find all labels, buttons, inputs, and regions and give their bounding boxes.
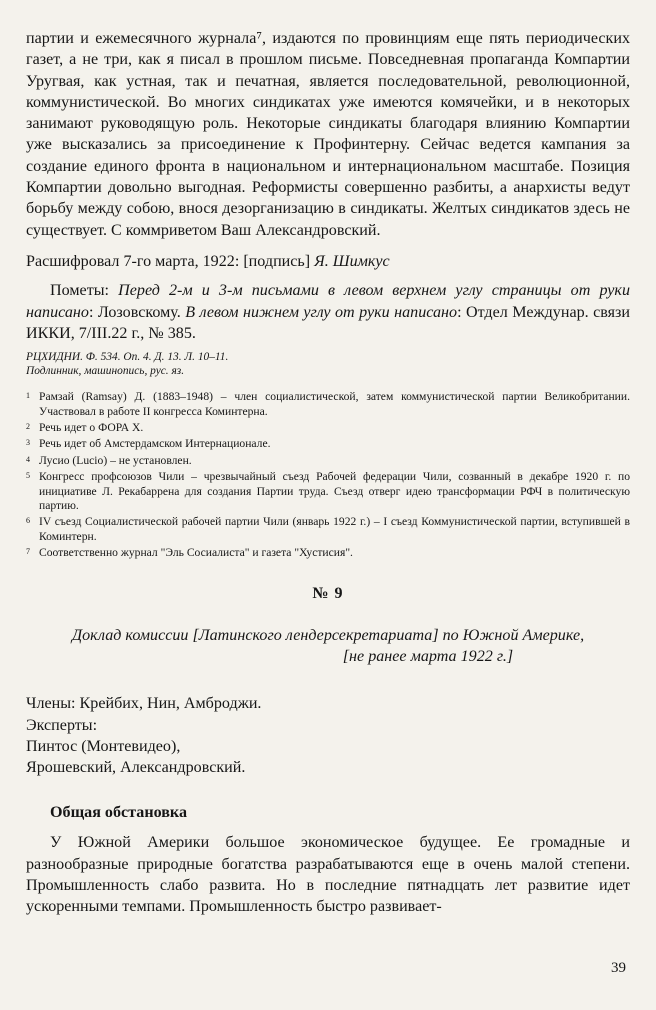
members-line-3: Пинтос (Монтевидео), bbox=[26, 737, 181, 755]
document-number: № 9 bbox=[312, 584, 344, 602]
archive-line-2: Подлинник, машинопись, рус. яз. bbox=[26, 365, 185, 378]
page-body bbox=[26, 28, 630, 918]
footnote: 4 Лусио (Lucio) – не установлен. bbox=[26, 453, 192, 467]
footnote: 7 Соответственно журнал "Эль Сосиалиста" и газета "Хустисия". bbox=[26, 546, 353, 560]
pomety-label: Пометы: bbox=[50, 282, 119, 300]
archive-line-1: РЦХИДНИ. Ф. 534. Оп. 4. Д. 13. Л. 10–11. bbox=[26, 351, 229, 364]
document-title-line-2: [не ранее марта 1922 г.] bbox=[342, 647, 514, 665]
document-title-line-1: Доклад комиссии [Латинского лендерсекретариата] по Южной Америке, bbox=[71, 626, 585, 644]
footnote: 1 Рамзай (Ramsay) Д. (1883–1948) – член социалистической, затем коммунистической партии Великобритании. Участвовал в работе II конгресса Коминтерна. bbox=[26, 390, 630, 418]
signature-prefix: Расшифровал 7-го марта, 1922: [подпись] bbox=[26, 252, 315, 270]
section-heading: Общая обстановка bbox=[50, 804, 188, 822]
pomety-plain-2: : Отдел Междунар. связи ИККИ, 7/III.22 г., № 385. bbox=[26, 303, 630, 342]
footnote: 6 IV съезд Социалистической рабочей партии Чили (январь 1922 г.) – I съезд Коммунистической партии, вступившей в Коминтерн. bbox=[26, 515, 630, 543]
signature-name: Я. Шимкус bbox=[314, 252, 390, 270]
document-title bbox=[26, 625, 630, 668]
members-line-2: Эксперты: bbox=[26, 716, 98, 734]
pomety-note bbox=[26, 280, 630, 344]
footnote: 5 Конгресс профсоюзов Чили – чрезвычайный съезд Рабочей федерации Чили, созванный в декабре 1920 г. по инициативе Л. Рекабаррена для создания Партии труда. Съезд отверг идею трансформации РФЧ в политическую партию. bbox=[26, 470, 630, 512]
signature-line bbox=[26, 251, 630, 272]
members-line-1: Члены: Крейбих, Нин, Амброджи. bbox=[26, 695, 262, 713]
pomety-plain-1: : Лозовскому. bbox=[88, 303, 186, 321]
members-line-4: Ярошевский, Александровский. bbox=[26, 759, 246, 777]
footnotes bbox=[26, 390, 630, 560]
pomety-italic-2: В левом нижнем углу от руки написано bbox=[185, 303, 458, 321]
footnote: 3 Речь идет об Амстердамском Интернационале. bbox=[26, 437, 271, 451]
page-number: 39 bbox=[611, 960, 626, 976]
pomety-italic-1: Перед 2-м и 3-м письмами в левом верхнем углу страницы от руки написано bbox=[26, 282, 631, 321]
commission-members bbox=[26, 693, 630, 778]
section-paragraph: У Южной Америки большое экономическое будущее. Ее громадные и разнообразные природные богатства разрабатываются еще в очень малой степени. Промышленность слабо развита. Но в последние пятнадцать лет развитие идет ускоренными темпами. Промышленность быстро развивает- bbox=[26, 834, 630, 916]
archive-reference bbox=[26, 350, 630, 378]
footnote: 2 Речь идет о ФОРА X. bbox=[26, 420, 144, 434]
letter-paragraph: партии и ежемесячного журнала⁷, издаются по провинциям еще пять периодических газет, а не три, как я писал в прошлом письме. Повседневная пропаганда Компартии Уругвая, как устная, так и печатная, является последовательной, революционной, коммунистической. Во многих синдикатах уже имеются комячейки, и в некоторых занимают руководящую роль. Некоторые синдикаты благодаря влиянию Компартии уже высказались за присоединение к Профинтерну. Сейчас ведется кампания за создание единого фронта в национальном и интернациональном масштабе. Позиция Компартии довольно выгодная. Реформисты совершенно разбиты, а анархисты ведут борьбу между собою, внося дезорганизацию в синдикаты. Желтых синдикатов здесь не существует. С коммриветом Ваш Александровский. bbox=[26, 30, 630, 239]
